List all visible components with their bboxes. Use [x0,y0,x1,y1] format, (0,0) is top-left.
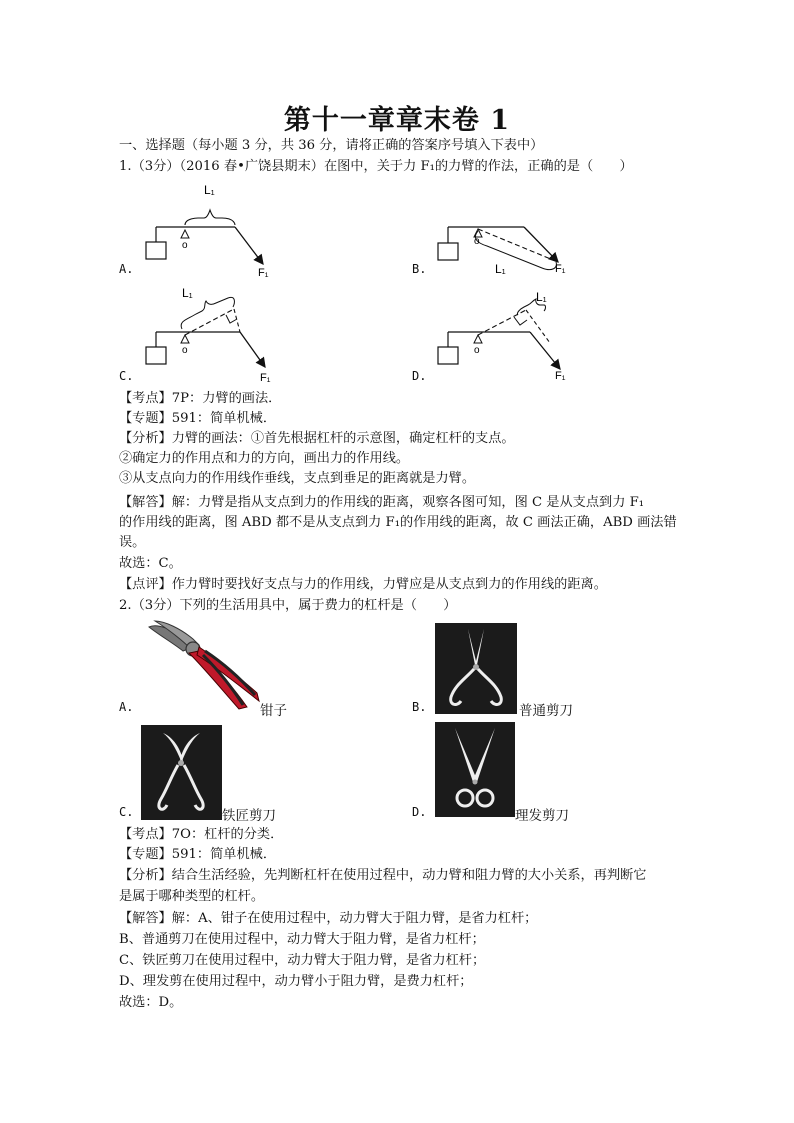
q2-option-d: D. [412,805,427,819]
q1-dianping: 【点评】作力臂时要找好支点与力的作用线，力臂应是从支点到力的作用线的距离。 [119,577,607,592]
svg-text:L₁: L₁ [536,290,547,304]
scissors-d-image [435,722,515,817]
q2-zhuanti: 【专题】591：简单机械． [119,847,277,862]
l1-label: L₁ [204,183,215,197]
q1-figure-b [432,210,592,285]
q1-stem: 1.（3分）（2016 春•广饶县期末）在图中，关于力 F₁的力臂的作法，正确的是（ ） [119,159,633,174]
q1-figure-d [432,283,592,383]
q1-zhuanti: 【专题】591：简单机械． [119,411,277,426]
q2-caption-a: 钳子 [260,703,287,719]
svg-text:L₁: L₁ [495,262,506,276]
q1-option-b: B. [412,262,427,276]
q2-caption-d: 理发剪刀 [515,808,569,824]
q1-option-c: C. [119,369,134,383]
q2-jieda-3: C、铁匠剪刀在使用过程中，动力臂大于阻力臂，是省力杠杆； [119,953,486,968]
q1-jieda-2: 的作用线的距离，图 ABD 都不是从支点到力 F₁的作用线的距离，故 C 画法正确，ABD 画法错 [119,515,677,530]
svg-text:o: o [474,236,480,247]
q2-kaodian: 【考点】7O：杠杆的分类． [119,827,284,842]
q2-caption-b: 普通剪刀 [519,703,573,719]
q1-fenxi-2: ②确定力的作用点和力的方向，画出力的作用线。 [119,451,410,466]
brace [185,210,235,225]
svg-text:L₁: L₁ [182,286,193,300]
force-arrow [235,227,263,264]
q2-stem: 2.（3分）下列的生活用具中，属于费力的杠杆是（ ） [119,598,457,613]
q2-option-c: C. [119,805,134,819]
q1-jieda-3: 误。 [119,535,146,550]
q2-caption-c: 铁匠剪刀 [222,808,276,824]
q2-option-a: A. [119,700,134,714]
pivot-o-label: o [182,240,188,251]
scissors-c-image [141,725,222,820]
page-title: 第十一章章末卷 1 [283,105,511,136]
q2-answer: 故选：D。 [119,995,183,1010]
q1-kaodian: 【考点】7P：力臂的画法． [119,391,282,406]
q2-fenxi-2: 是属于哪种类型的杠杆。 [119,889,265,904]
scissors-b-image [435,623,517,714]
svg-text:F₁: F₁ [260,372,271,383]
svg-text:F₁: F₁ [555,370,566,382]
q2-jieda-4: D、理发剪在使用过程中，动力臂小于阻力臂，是费力杠杆； [119,974,473,989]
q2-option-b: B. [412,700,427,714]
svg-text:o: o [182,345,188,356]
q1-answer: 故选：C。 [119,556,182,571]
q1-fenxi-1: 【分析】力臂的画法：①首先根据杠杆的示意图，确定杠杆的支点。 [119,431,515,446]
q1-option-a: A. [119,262,134,276]
pivot-triangle [181,230,189,238]
q2-jieda-2: B、普通剪刀在使用过程中，动力臂大于阻力臂，是省力杠杆； [119,932,485,947]
q2-jieda-1: 【解答】解：A、钳子在使用过程中，动力臂大于阻力臂，是省力杠杆； [119,911,538,926]
svg-text:o: o [474,345,480,356]
q1-option-d: D. [412,369,427,383]
pliers-image [143,619,263,717]
q1-jieda-1: 【解答】解：力臂是指从支点到力的作用线的距离，观察各图可知，图 C 是从支点到力 F₁ [119,495,645,510]
weight-block [146,242,166,259]
svg-text:F₁: F₁ [555,263,566,275]
q1-figure-c [140,283,290,383]
section-heading: 一、选择题（每小题 3 分，共 36 分，请将正确的答案序号填入下表中） [119,138,544,153]
f1-label: F₁ [258,267,269,279]
q1-figure-a [140,180,290,280]
q1-fenxi-3: ③从支点向力的作用线作垂线，支点到垂足的距离就是力臂。 [119,471,476,486]
q2-fenxi-1: 【分析】结合生活经验，先判断杠杆在使用过程中，动力臂和阻力臂的大小关系，再判断它 [119,868,647,883]
